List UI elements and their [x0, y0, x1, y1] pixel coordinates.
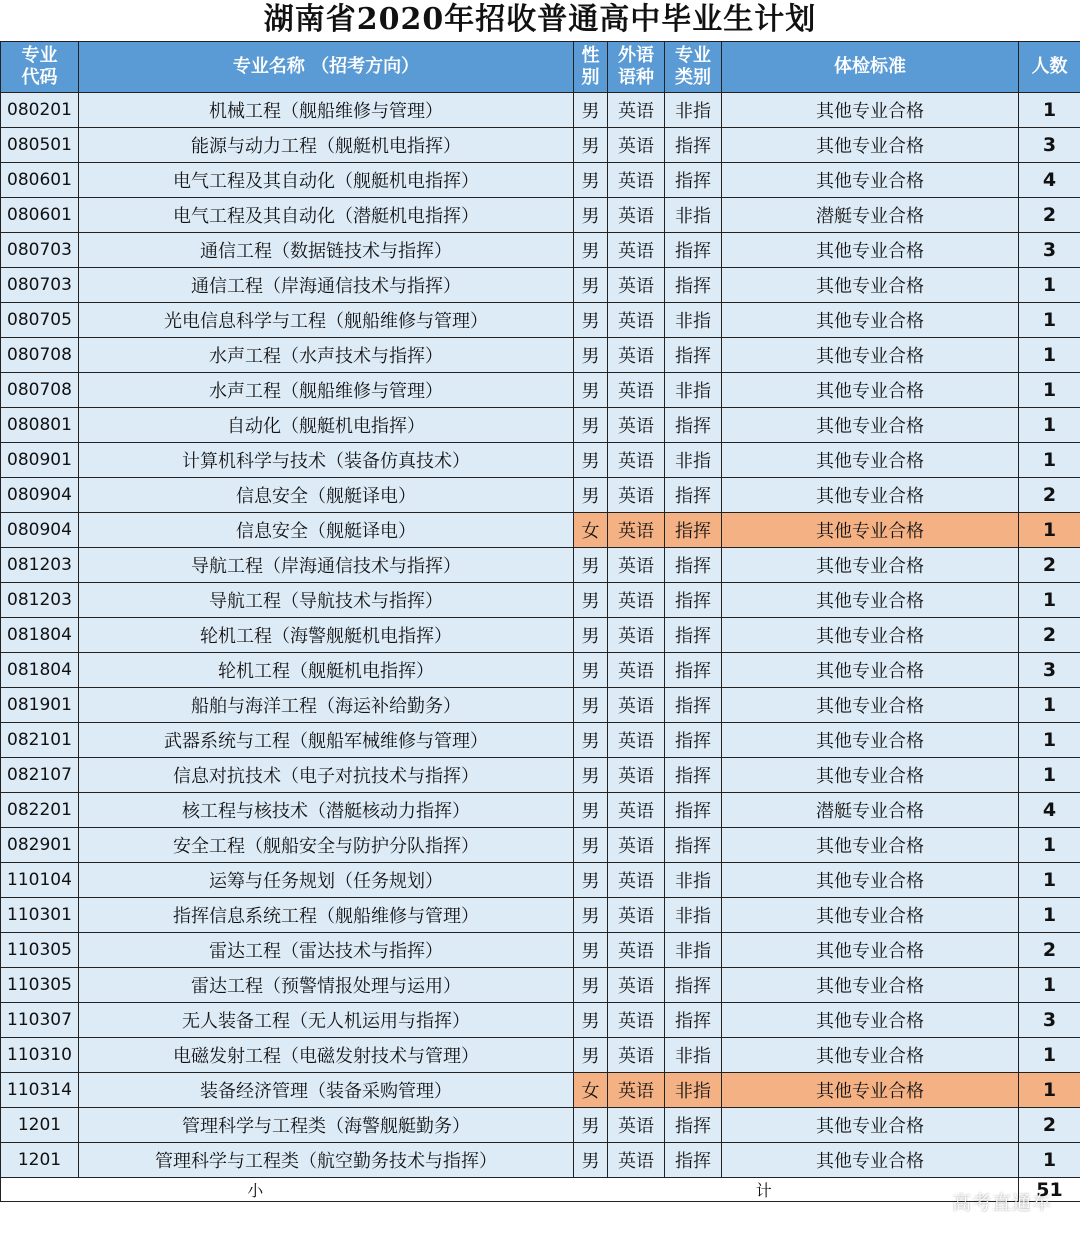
gender-cell: 男: [574, 618, 608, 653]
lang-cell: 英语: [608, 1108, 665, 1143]
name-cell: 装备经济管理（装备采购管理）: [79, 1073, 574, 1108]
table-row: [1, 408, 1080, 443]
name-cell: 电磁发射工程（电磁发射技术与管理）: [79, 1038, 574, 1073]
gender-cell: 男: [574, 198, 608, 233]
type-cell: 非指: [665, 863, 722, 898]
lang-cell: 英语: [608, 723, 665, 758]
name-cell: 核工程与核技术（潜艇核动力指挥）: [79, 793, 574, 828]
lang-cell: 英语: [608, 268, 665, 303]
type-cell: 指挥: [665, 688, 722, 723]
type-cell: 指挥: [665, 793, 722, 828]
standard-cell: 潜艇专业合格: [722, 793, 1019, 828]
lang-cell: 英语: [608, 688, 665, 723]
code-cell: 081203: [1, 548, 79, 583]
standard-cell: 其他专业合格: [722, 548, 1019, 583]
type-cell: 指挥: [665, 1143, 722, 1178]
code-cell: 080705: [1, 303, 79, 338]
standard-cell: 其他专业合格: [722, 1003, 1019, 1038]
table-row: [1, 303, 1080, 338]
standard-cell: 其他专业合格: [722, 723, 1019, 758]
table-row: [1, 93, 1080, 128]
gender-cell: 男: [574, 548, 608, 583]
code-cell: 1201: [1, 1108, 79, 1143]
name-cell: 轮机工程（舰艇机电指挥）: [79, 653, 574, 688]
count-cell: 1: [1019, 408, 1080, 443]
gender-cell: 男: [574, 93, 608, 128]
standard-cell: 其他专业合格: [722, 443, 1019, 478]
count-cell: 2: [1019, 1108, 1080, 1143]
count-cell: 2: [1019, 618, 1080, 653]
standard-cell: 其他专业合格: [722, 863, 1019, 898]
gender-cell: 男: [574, 653, 608, 688]
gender-cell: 男: [574, 443, 608, 478]
header-count: 人数: [1019, 42, 1080, 93]
count-cell: 1: [1019, 968, 1080, 1003]
standard-cell: 其他专业合格: [722, 583, 1019, 618]
table-row: [1, 653, 1080, 688]
code-cell: 080708: [1, 373, 79, 408]
gender-cell: 男: [574, 793, 608, 828]
code-cell: 080904: [1, 478, 79, 513]
gender-cell: 男: [574, 723, 608, 758]
code-cell: 110307: [1, 1003, 79, 1038]
standard-cell: 其他专业合格: [722, 408, 1019, 443]
table-row: [1, 233, 1080, 268]
code-cell: 080601: [1, 198, 79, 233]
table-row: [1, 548, 1080, 583]
count-cell: 1: [1019, 898, 1080, 933]
code-cell: 081804: [1, 618, 79, 653]
standard-cell: 其他专业合格: [722, 618, 1019, 653]
code-cell: 080501: [1, 128, 79, 163]
table-row: [1, 758, 1080, 793]
type-cell: 指挥: [665, 758, 722, 793]
code-cell: 080901: [1, 443, 79, 478]
count-cell: 1: [1019, 93, 1080, 128]
type-cell: 指挥: [665, 828, 722, 863]
name-cell: 计算机科学与技术（装备仿真技术）: [79, 443, 574, 478]
gender-cell: 男: [574, 233, 608, 268]
type-cell: 非指: [665, 1038, 722, 1073]
code-cell: 080601: [1, 163, 79, 198]
code-cell: 082107: [1, 758, 79, 793]
table-row: [1, 478, 1080, 513]
gender-cell: 男: [574, 968, 608, 1003]
table-header-row: [1, 42, 1080, 93]
name-cell: 运筹与任务规划（任务规划）: [79, 863, 574, 898]
name-cell: 导航工程（岸海通信技术与指挥）: [79, 548, 574, 583]
name-cell: 管理科学与工程类（海警舰艇勤务）: [79, 1108, 574, 1143]
gender-cell: 男: [574, 128, 608, 163]
count-cell: 1: [1019, 828, 1080, 863]
type-cell: 指挥: [665, 338, 722, 373]
name-cell: 信息安全（舰艇译电）: [79, 478, 574, 513]
count-cell: 1: [1019, 1038, 1080, 1073]
table-row: [1, 1003, 1080, 1038]
name-cell: 信息安全（舰艇译电）: [79, 513, 574, 548]
standard-cell: 其他专业合格: [722, 478, 1019, 513]
header-gender: 性 别: [574, 42, 608, 93]
type-cell: 非指: [665, 373, 722, 408]
standard-cell: 其他专业合格: [722, 233, 1019, 268]
gender-cell: 男: [574, 268, 608, 303]
type-cell: 指挥: [665, 513, 722, 548]
type-cell: 非指: [665, 933, 722, 968]
count-cell: 3: [1019, 128, 1080, 163]
code-cell: 080703: [1, 268, 79, 303]
admission-plan-table: [0, 41, 1080, 1202]
code-cell: 081203: [1, 583, 79, 618]
name-cell: 导航工程（导航技术与指挥）: [79, 583, 574, 618]
name-cell: 水声工程（水声技术与指挥）: [79, 338, 574, 373]
name-cell: 电气工程及其自动化（潜艇机电指挥）: [79, 198, 574, 233]
page-title: 湖南省2020年招收普通高中毕业生计划: [263, 2, 817, 37]
gender-cell: 男: [574, 758, 608, 793]
gender-cell: 女: [574, 1073, 608, 1108]
lang-cell: 英语: [608, 898, 665, 933]
table-row: [1, 268, 1080, 303]
lang-cell: 英语: [608, 478, 665, 513]
type-cell: 指挥: [665, 268, 722, 303]
count-cell: 1: [1019, 513, 1080, 548]
name-cell: 雷达工程（雷达技术与指挥）: [79, 933, 574, 968]
table-row: [1, 163, 1080, 198]
lang-cell: 英语: [608, 618, 665, 653]
code-cell: 082201: [1, 793, 79, 828]
header-lang: 外语 语种: [608, 42, 665, 93]
standard-cell: 其他专业合格: [722, 1143, 1019, 1178]
gender-cell: 男: [574, 163, 608, 198]
lang-cell: 英语: [608, 583, 665, 618]
standard-cell: 其他专业合格: [722, 163, 1019, 198]
name-cell: 通信工程（岸海通信技术与指挥）: [79, 268, 574, 303]
gender-cell: 男: [574, 898, 608, 933]
type-cell: 指挥: [665, 583, 722, 618]
lang-cell: 英语: [608, 338, 665, 373]
lang-cell: 英语: [608, 1073, 665, 1108]
name-cell: 光电信息科学与工程（舰船维修与管理）: [79, 303, 574, 338]
type-cell: 指挥: [665, 1003, 722, 1038]
name-cell: 机械工程（舰船维修与管理）: [79, 93, 574, 128]
count-cell: 1: [1019, 583, 1080, 618]
name-cell: 能源与动力工程（舰艇机电指挥）: [79, 128, 574, 163]
table-row: [1, 583, 1080, 618]
table-row: [1, 1073, 1080, 1108]
count-cell: 1: [1019, 268, 1080, 303]
standard-cell: 其他专业合格: [722, 1073, 1019, 1108]
total-row: [1, 1178, 1080, 1202]
name-cell: 信息对抗技术（电子对抗技术与指挥）: [79, 758, 574, 793]
lang-cell: 英语: [608, 968, 665, 1003]
code-cell: 080801: [1, 408, 79, 443]
code-cell: 080708: [1, 338, 79, 373]
type-cell: 指挥: [665, 968, 722, 1003]
count-cell: 4: [1019, 793, 1080, 828]
count-cell: 1: [1019, 688, 1080, 723]
standard-cell: 其他专业合格: [722, 828, 1019, 863]
standard-cell: 其他专业合格: [722, 128, 1019, 163]
type-cell: 指挥: [665, 548, 722, 583]
lang-cell: 英语: [608, 408, 665, 443]
table-row: [1, 1108, 1080, 1143]
table-row: [1, 863, 1080, 898]
gender-cell: 男: [574, 303, 608, 338]
standard-cell: 其他专业合格: [722, 1108, 1019, 1143]
count-cell: 1: [1019, 443, 1080, 478]
lang-cell: 英语: [608, 1003, 665, 1038]
standard-cell: 其他专业合格: [722, 303, 1019, 338]
count-cell: 2: [1019, 933, 1080, 968]
lang-cell: 英语: [608, 443, 665, 478]
standard-cell: 其他专业合格: [722, 268, 1019, 303]
type-cell: 非指: [665, 898, 722, 933]
standard-cell: 其他专业合格: [722, 758, 1019, 793]
total-label: 小 计: [1, 1178, 1019, 1202]
name-cell: 雷达工程（预警情报处理与运用）: [79, 968, 574, 1003]
type-cell: 指挥: [665, 618, 722, 653]
lang-cell: 英语: [608, 233, 665, 268]
table-row: [1, 793, 1080, 828]
lang-cell: 英语: [608, 933, 665, 968]
lang-cell: 英语: [608, 163, 665, 198]
code-cell: 081804: [1, 653, 79, 688]
lang-cell: 英语: [608, 93, 665, 128]
gender-cell: 男: [574, 583, 608, 618]
gender-cell: 男: [574, 1003, 608, 1038]
standard-cell: 其他专业合格: [722, 898, 1019, 933]
name-cell: 通信工程（数据链技术与指挥）: [79, 233, 574, 268]
table-row: [1, 373, 1080, 408]
code-cell: 080201: [1, 93, 79, 128]
standard-cell: 其他专业合格: [722, 688, 1019, 723]
table-row: [1, 828, 1080, 863]
lang-cell: 英语: [608, 548, 665, 583]
count-cell: 1: [1019, 338, 1080, 373]
count-cell: 3: [1019, 233, 1080, 268]
type-cell: 非指: [665, 303, 722, 338]
table-row: [1, 513, 1080, 548]
name-cell: 船舶与海洋工程（海运补给勤务）: [79, 688, 574, 723]
gender-cell: 男: [574, 478, 608, 513]
standard-cell: 其他专业合格: [722, 93, 1019, 128]
name-cell: 安全工程（舰船安全与防护分队指挥）: [79, 828, 574, 863]
code-cell: 110314: [1, 1073, 79, 1108]
type-cell: 指挥: [665, 653, 722, 688]
type-cell: 指挥: [665, 128, 722, 163]
standard-cell: 其他专业合格: [722, 338, 1019, 373]
type-cell: 非指: [665, 93, 722, 128]
header-standard: 体检标准: [722, 42, 1019, 93]
gender-cell: 男: [574, 338, 608, 373]
code-cell: 082101: [1, 723, 79, 758]
gender-cell: 男: [574, 933, 608, 968]
total-count: 51: [1019, 1178, 1080, 1202]
table-row: [1, 443, 1080, 478]
gender-cell: 男: [574, 688, 608, 723]
count-cell: 1: [1019, 1143, 1080, 1178]
type-cell: 非指: [665, 198, 722, 233]
header-code: 专业 代码: [1, 42, 79, 93]
type-cell: 指挥: [665, 163, 722, 198]
lang-cell: 英语: [608, 198, 665, 233]
code-cell: 080904: [1, 513, 79, 548]
header-type: 专业 类别: [665, 42, 722, 93]
count-cell: 3: [1019, 1003, 1080, 1038]
header-name: 专业名称 （招考方向）: [79, 42, 574, 93]
count-cell: 4: [1019, 163, 1080, 198]
lang-cell: 英语: [608, 1038, 665, 1073]
standard-cell: 潜艇专业合格: [722, 198, 1019, 233]
type-cell: 非指: [665, 443, 722, 478]
table-row: [1, 1143, 1080, 1178]
table-row: [1, 968, 1080, 1003]
table-row: [1, 898, 1080, 933]
count-cell: 2: [1019, 478, 1080, 513]
lang-cell: 英语: [608, 128, 665, 163]
table-row: [1, 198, 1080, 233]
type-cell: 指挥: [665, 233, 722, 268]
gender-cell: 男: [574, 1108, 608, 1143]
code-cell: 110305: [1, 968, 79, 1003]
code-cell: 1201: [1, 1143, 79, 1178]
code-cell: 110301: [1, 898, 79, 933]
lang-cell: 英语: [608, 513, 665, 548]
lang-cell: 英语: [608, 373, 665, 408]
count-cell: 1: [1019, 303, 1080, 338]
code-cell: 110305: [1, 933, 79, 968]
lang-cell: 英语: [608, 793, 665, 828]
name-cell: 无人装备工程（无人机运用与指挥）: [79, 1003, 574, 1038]
standard-cell: 其他专业合格: [722, 968, 1019, 1003]
name-cell: 武器系统与工程（舰船军械维修与管理）: [79, 723, 574, 758]
code-cell: 081901: [1, 688, 79, 723]
count-cell: 1: [1019, 1073, 1080, 1108]
lang-cell: 英语: [608, 653, 665, 688]
count-cell: 2: [1019, 548, 1080, 583]
gender-cell: 男: [574, 373, 608, 408]
type-cell: 指挥: [665, 1108, 722, 1143]
count-cell: 3: [1019, 653, 1080, 688]
code-cell: 082901: [1, 828, 79, 863]
type-cell: 非指: [665, 1073, 722, 1108]
standard-cell: 其他专业合格: [722, 933, 1019, 968]
type-cell: 指挥: [665, 408, 722, 443]
count-cell: 1: [1019, 758, 1080, 793]
table-row: [1, 128, 1080, 163]
name-cell: 水声工程（舰船维修与管理）: [79, 373, 574, 408]
gender-cell: 男: [574, 828, 608, 863]
standard-cell: 其他专业合格: [722, 373, 1019, 408]
count-cell: 1: [1019, 723, 1080, 758]
table-row: [1, 618, 1080, 653]
table-row: [1, 688, 1080, 723]
watermark-text: 高考直通车: [951, 1192, 1052, 1214]
count-cell: 2: [1019, 198, 1080, 233]
name-cell: 轮机工程（海警舰艇机电指挥）: [79, 618, 574, 653]
standard-cell: 其他专业合格: [722, 1038, 1019, 1073]
name-cell: 指挥信息系统工程（舰船维修与管理）: [79, 898, 574, 933]
count-cell: 1: [1019, 373, 1080, 408]
standard-cell: 其他专业合格: [722, 513, 1019, 548]
count-cell: 1: [1019, 863, 1080, 898]
lang-cell: 英语: [608, 303, 665, 338]
table-row: [1, 338, 1080, 373]
gender-cell: 男: [574, 1143, 608, 1178]
code-cell: 080703: [1, 233, 79, 268]
lang-cell: 英语: [608, 758, 665, 793]
code-cell: 110104: [1, 863, 79, 898]
table-row: [1, 1038, 1080, 1073]
lang-cell: 英语: [608, 863, 665, 898]
gender-cell: 女: [574, 513, 608, 548]
name-cell: 管理科学与工程类（航空勤务技术与指挥）: [79, 1143, 574, 1178]
type-cell: 指挥: [665, 478, 722, 513]
standard-cell: 其他专业合格: [722, 653, 1019, 688]
lang-cell: 英语: [608, 1143, 665, 1178]
table-row: [1, 723, 1080, 758]
gender-cell: 男: [574, 863, 608, 898]
lang-cell: 英语: [608, 828, 665, 863]
type-cell: 指挥: [665, 723, 722, 758]
gender-cell: 男: [574, 1038, 608, 1073]
name-cell: 电气工程及其自动化（舰艇机电指挥）: [79, 163, 574, 198]
table-row: [1, 933, 1080, 968]
name-cell: 自动化（舰艇机电指挥）: [79, 408, 574, 443]
code-cell: 110310: [1, 1038, 79, 1073]
gender-cell: 男: [574, 408, 608, 443]
